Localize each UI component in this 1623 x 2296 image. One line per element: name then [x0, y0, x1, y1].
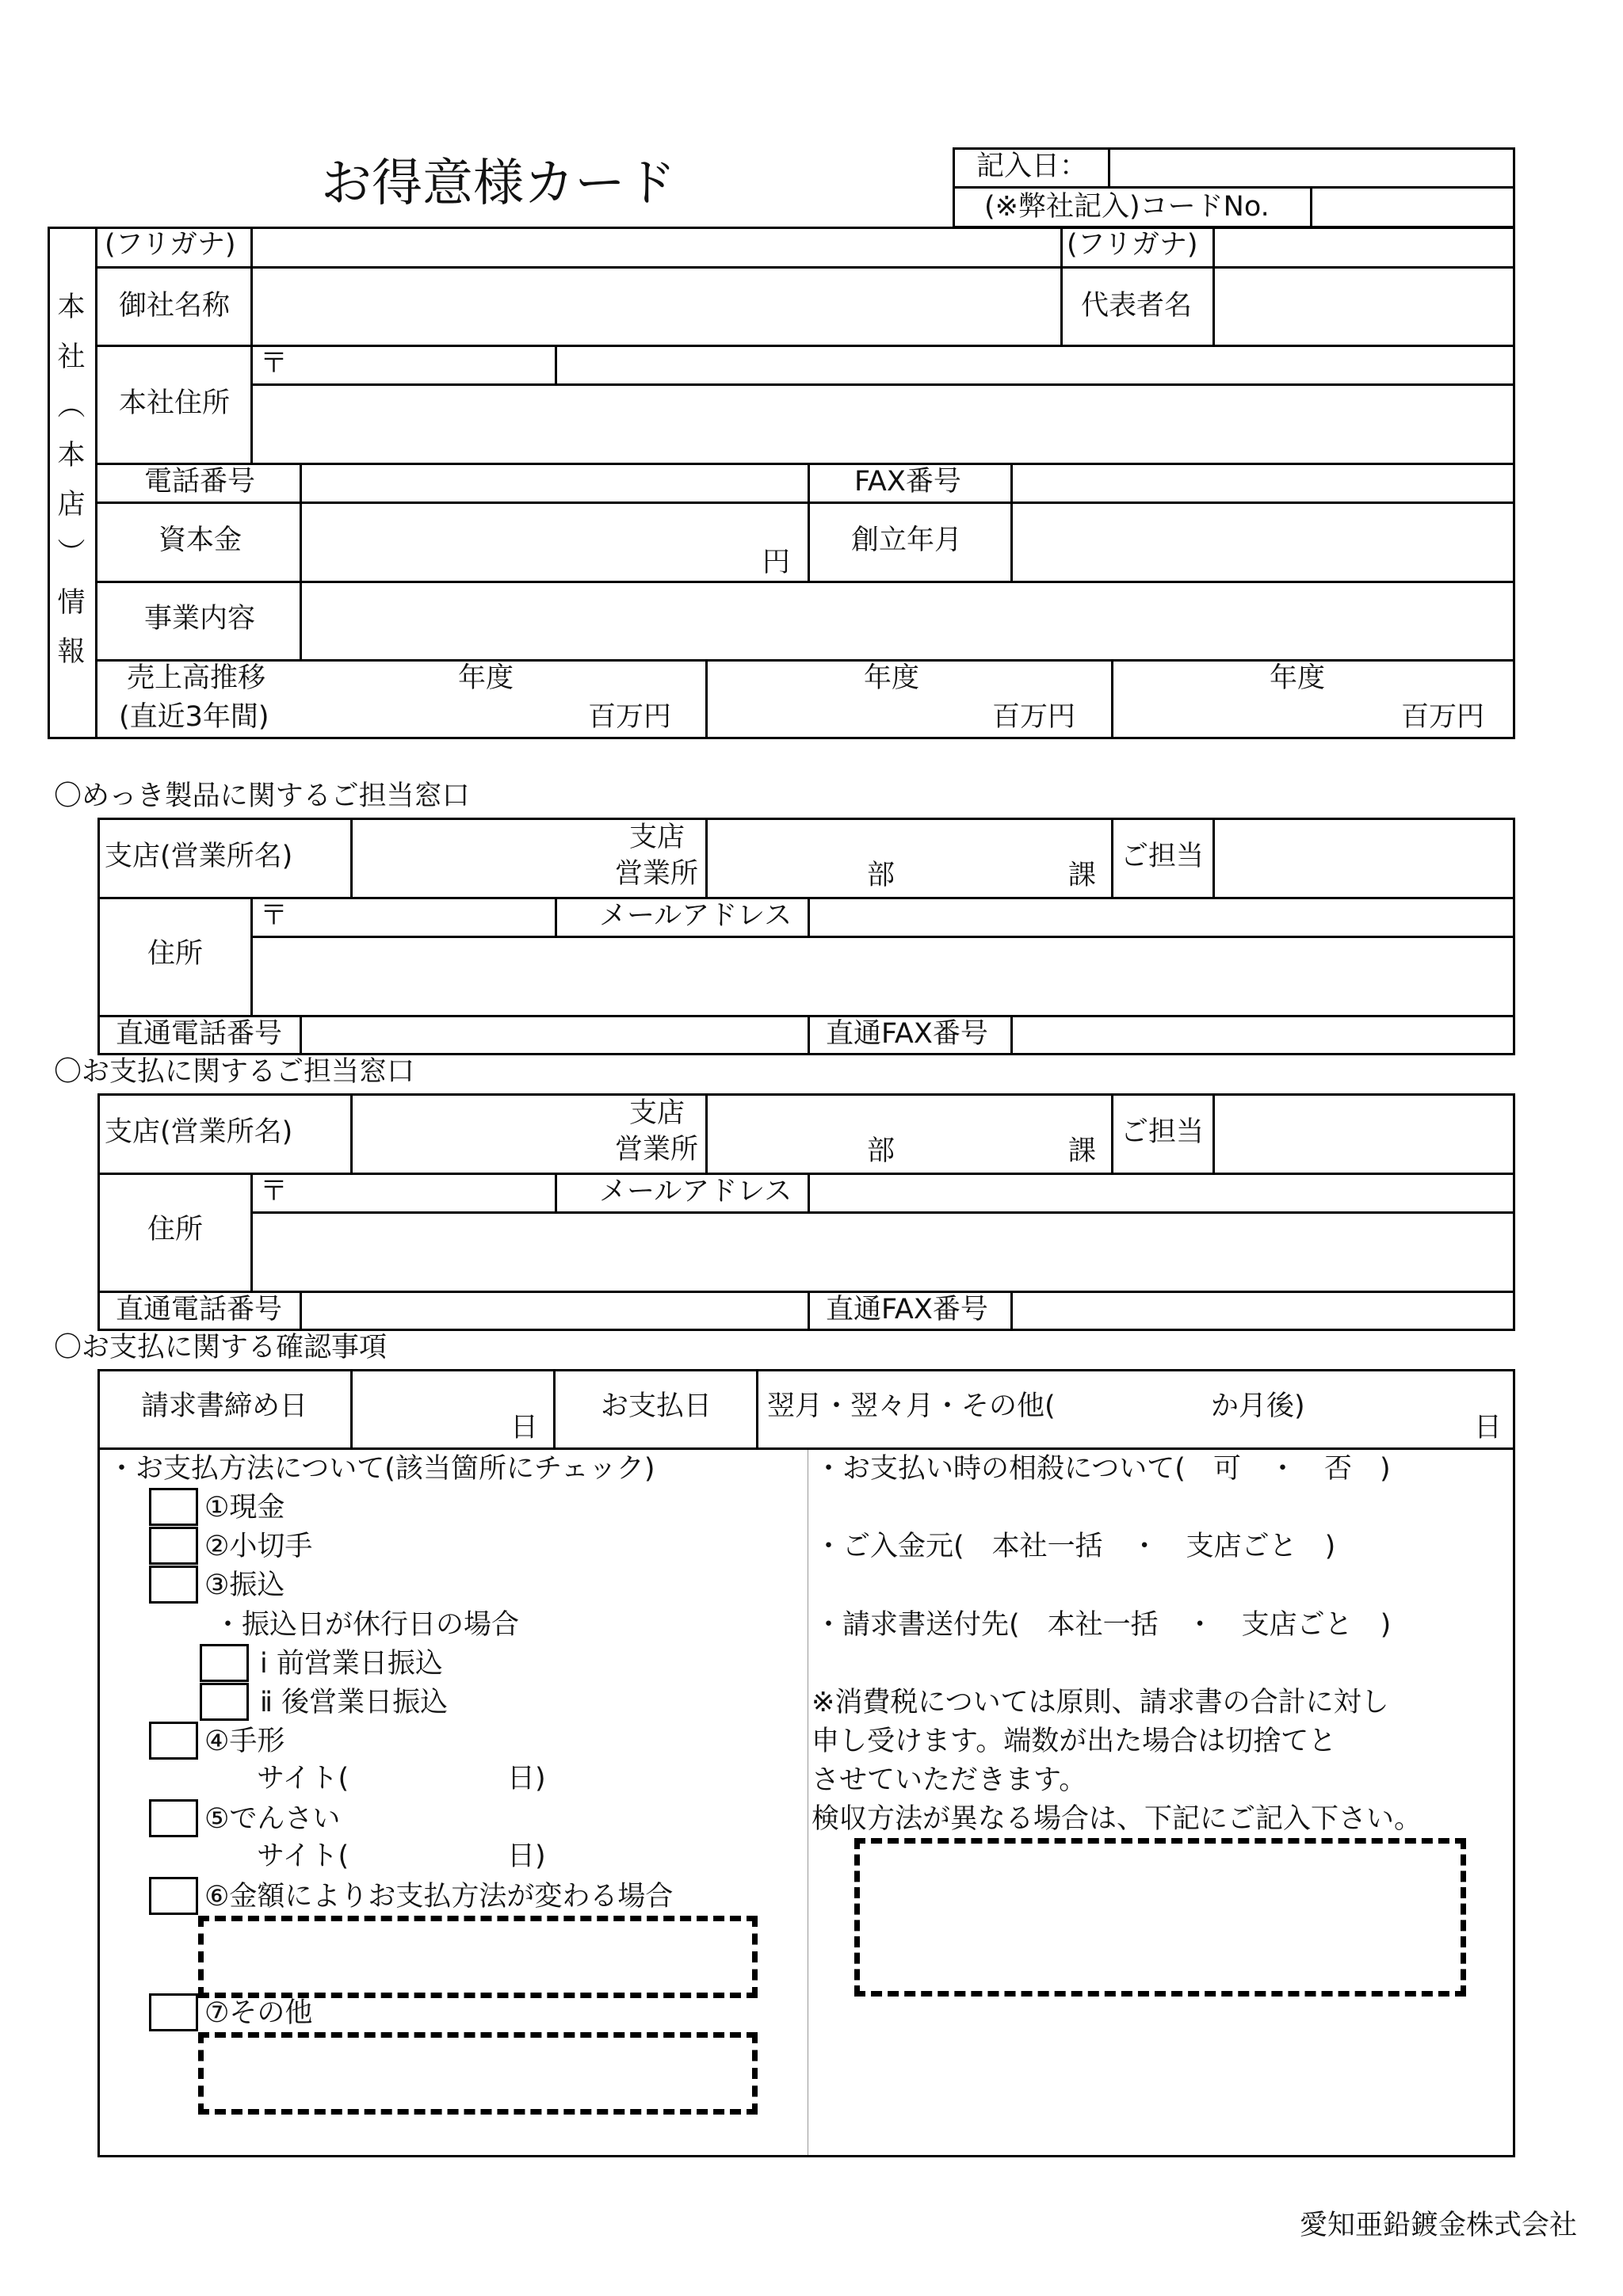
- plating-person-label: ご担当: [1121, 841, 1205, 872]
- capital-label: 資本金: [158, 524, 242, 556]
- cash-label: ①現金: [204, 1492, 285, 1524]
- payment-branch-name-label: 支店(営業所名): [105, 1116, 293, 1148]
- next-day-label: ⅱ 後営業日振込: [260, 1687, 449, 1718]
- sales-label: 売上高推移: [127, 662, 266, 694]
- next-day-checkbox[interactable]: [200, 1683, 249, 1721]
- by-amount-checkbox[interactable]: [149, 1877, 198, 1915]
- postal-mark: 〒: [260, 1176, 288, 1207]
- company-name-label: 御社名称: [119, 290, 231, 322]
- payment-person-field[interactable]: [1216, 1096, 1514, 1171]
- payment-branch-field[interactable]: 支店 営業所: [615, 1097, 699, 1165]
- sales-year-2[interactable]: 年度 百万円: [864, 662, 1076, 733]
- entry-date-label: 記入日：: [976, 151, 1088, 182]
- closing-day-label: 請求書締め日: [141, 1390, 308, 1422]
- founded-field[interactable]: [1014, 505, 1514, 579]
- payment-email-field[interactable]: [811, 1175, 1514, 1211]
- closing-day-field[interactable]: 日: [510, 1412, 539, 1444]
- deposit-source-question[interactable]: ・ご入金元( 本社一括 ・ 支店ごと ): [815, 1531, 1336, 1562]
- sales-year-3[interactable]: 年度 百万円: [1270, 662, 1485, 733]
- payment-person-label: ご担当: [1121, 1116, 1205, 1148]
- plating-direct-fax-field[interactable]: [1014, 1017, 1514, 1054]
- plating-dept-field[interactable]: 部 課: [867, 860, 1097, 891]
- invoice-destination-question[interactable]: ・請求書送付先( 本社一括 ・ 支店ごと ): [815, 1609, 1392, 1641]
- sales-year-1[interactable]: 年度 百万円: [458, 662, 672, 733]
- founded-label: 創立年月: [851, 524, 963, 556]
- payment-direct-fax-field[interactable]: [1014, 1293, 1514, 1329]
- business-field[interactable]: [303, 583, 1514, 658]
- holiday-note: ・振込日が休行日の場合: [214, 1609, 520, 1641]
- bill-site-field[interactable]: サイト( 日): [257, 1763, 546, 1794]
- tax-note-line-3: させていただきます。: [812, 1764, 1087, 1796]
- payment-day-label: お支払日: [601, 1390, 712, 1422]
- inspection-method-field[interactable]: [854, 1838, 1466, 1997]
- representative-field[interactable]: [1216, 269, 1514, 343]
- by-amount-detail-field[interactable]: [198, 1916, 758, 1998]
- postal-mark: 〒: [260, 348, 288, 379]
- plating-address-field[interactable]: [254, 939, 1514, 1013]
- payment-address-label: 住所: [147, 1214, 204, 1245]
- company-name-field[interactable]: [254, 269, 1059, 343]
- offset-question[interactable]: ・お支払い時の相殺について( 可 ・ 否 ): [815, 1453, 1391, 1485]
- payment-day-field[interactable]: 翌月・翌々月・その他( か月後) 日: [767, 1390, 1503, 1444]
- payment-address-field[interactable]: [254, 1215, 1514, 1289]
- other-label: ⑦その他: [204, 1997, 313, 2029]
- check-checkbox[interactable]: [149, 1527, 198, 1565]
- company-side-label: 本 社 ︵ 本 店 ︶ 情 報: [57, 292, 86, 668]
- check-label: ②小切手: [204, 1531, 313, 1562]
- capital-field[interactable]: [303, 505, 754, 579]
- tax-note-line-2: 申し受けます。端数が出た場合は切捨てと: [812, 1726, 1337, 1757]
- bill-label: ④手形: [204, 1726, 285, 1757]
- fax-field[interactable]: [1014, 465, 1514, 501]
- transfer-checkbox[interactable]: [149, 1566, 198, 1604]
- inspection-note: 検収方法が異なる場合は、下記にご記入下さい。: [812, 1803, 1423, 1835]
- payment-dept-field[interactable]: 部 課: [867, 1135, 1097, 1167]
- densai-site-field[interactable]: サイト( 日): [257, 1840, 546, 1872]
- fax-label: FAX番号: [854, 466, 961, 498]
- densai-checkbox[interactable]: [149, 1799, 198, 1837]
- payment-direct-phone-label: 直通電話番号: [116, 1294, 283, 1325]
- payment-direct-fax-label: 直通FAX番号: [826, 1294, 988, 1325]
- code-field[interactable]: [1313, 189, 1513, 226]
- business-label: 事業内容: [144, 603, 256, 635]
- plating-postal-field[interactable]: [285, 899, 553, 935]
- plating-direct-phone-field[interactable]: [303, 1017, 806, 1054]
- payment-contact-heading: 〇お支払に関するご担当窓口: [54, 1056, 415, 1088]
- sales-sublabel: (直近3年間): [119, 701, 269, 733]
- head-office-address-label: 本社住所: [119, 387, 231, 419]
- page-title: お得意様カード: [321, 154, 676, 213]
- plating-contact-heading: 〇めっき製品に関するご担当窓口: [54, 780, 470, 812]
- payment-postal-field[interactable]: [285, 1175, 553, 1211]
- plating-direct-fax-label: 直通FAX番号: [826, 1018, 988, 1050]
- plating-address-label: 住所: [147, 938, 204, 970]
- other-detail-field[interactable]: [198, 2032, 758, 2115]
- densai-label: ⑤でんさい: [204, 1803, 341, 1835]
- cash-checkbox[interactable]: [149, 1488, 198, 1526]
- furigana-company-field[interactable]: [254, 229, 1059, 265]
- furigana-rep-field[interactable]: [1216, 229, 1514, 265]
- plating-email-label: メールアドレス: [599, 900, 792, 932]
- transfer-label: ③振込: [204, 1569, 285, 1601]
- entry-date-field[interactable]: [1111, 150, 1512, 185]
- plating-branch-field[interactable]: 支店 営業所: [615, 822, 699, 890]
- phone-field[interactable]: [303, 465, 806, 501]
- plating-email-field[interactable]: [811, 899, 1514, 935]
- by-amount-label: ⑥金額によりお支払方法が変わる場合: [204, 1881, 674, 1913]
- furigana-label: (フリガナ): [105, 229, 236, 261]
- plating-person-field[interactable]: [1216, 820, 1514, 895]
- code-label: (※弊社記入)コードNo.: [984, 191, 1270, 223]
- postal-mark: 〒: [260, 900, 288, 932]
- payment-direct-phone-field[interactable]: [303, 1293, 806, 1329]
- payment-confirm-heading: 〇お支払に関する確認事項: [54, 1332, 388, 1363]
- representative-label: 代表者名: [1081, 290, 1193, 322]
- tax-note-line-1: ※消費税については原則、請求書の合計に対し: [812, 1687, 1389, 1718]
- payment-email-label: メールアドレス: [599, 1176, 792, 1207]
- plating-branch-name-label: 支店(営業所名): [105, 841, 293, 872]
- furigana-rep-label: (フリガナ): [1067, 229, 1198, 261]
- other-checkbox[interactable]: [149, 1993, 198, 2031]
- prev-day-label: ⅰ 前営業日振込: [260, 1648, 443, 1680]
- method-heading: ・お支払方法について(該当箇所にチェック): [108, 1453, 655, 1485]
- prev-day-checkbox[interactable]: [200, 1644, 249, 1682]
- phone-label: 電話番号: [144, 466, 256, 498]
- yen-unit: 円: [762, 547, 791, 578]
- footer-company-name: 愛知亜鉛鍍金株式会社: [1300, 2210, 1578, 2241]
- plating-direct-phone-label: 直通電話番号: [116, 1018, 283, 1050]
- head-office-address-field[interactable]: [254, 387, 1514, 461]
- postal-code-field[interactable]: [285, 347, 553, 383]
- bill-checkbox[interactable]: [149, 1722, 198, 1760]
